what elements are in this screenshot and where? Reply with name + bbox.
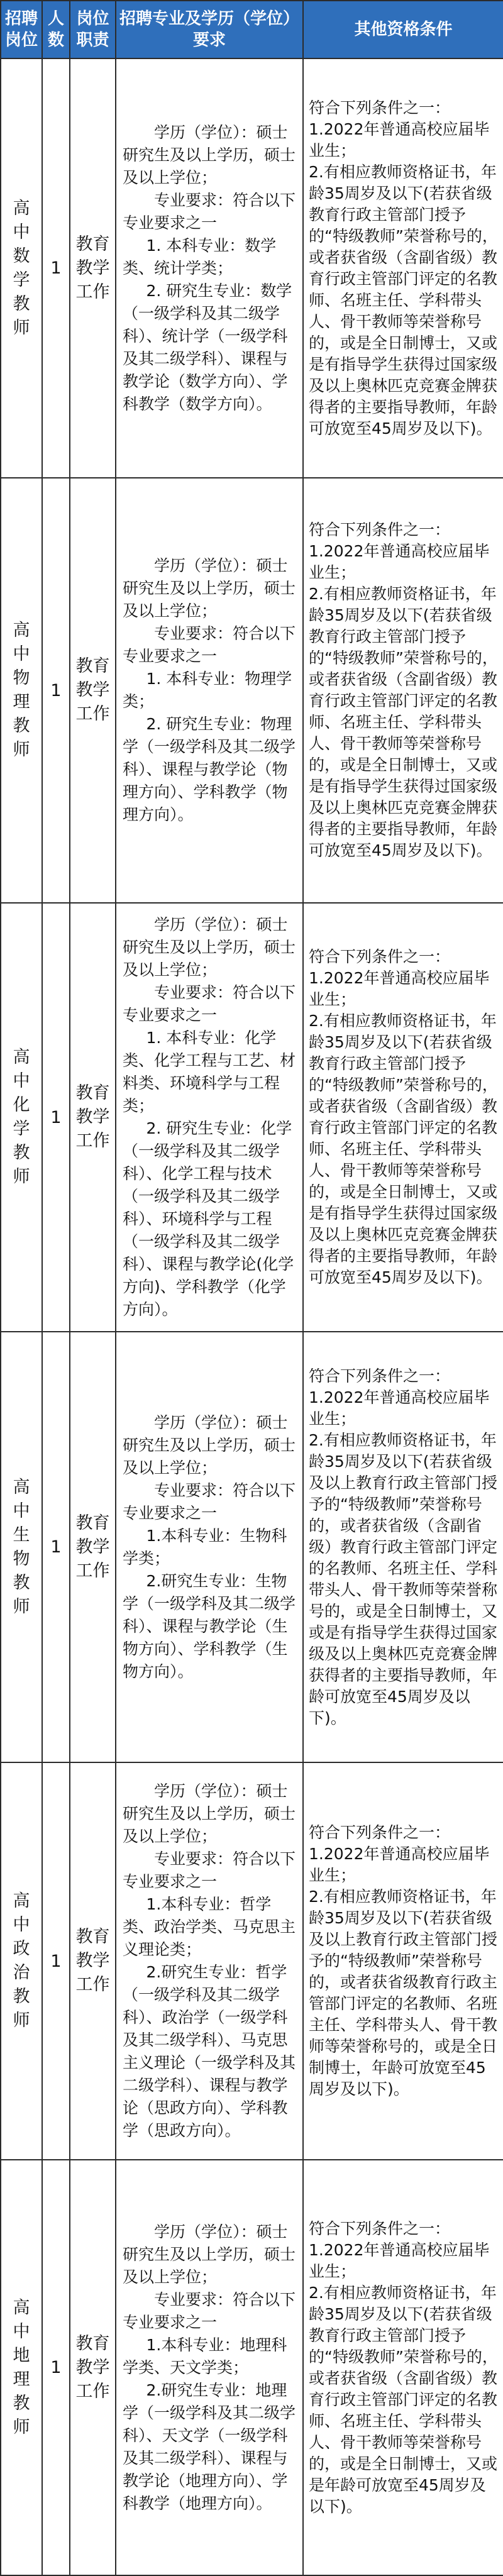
- other-cell: [303, 1762, 503, 2160]
- post-name: 高中数学教师: [1, 58, 42, 478]
- other-line: 1.2022年普通高校应届毕业生；: [309, 1388, 490, 1428]
- requirement-cell: [116, 903, 303, 1332]
- requirement-line: 专业要求：符合以下专业要求之一: [123, 191, 296, 232]
- other-line: 1.2022年普通高校应届毕业生；: [309, 969, 490, 1009]
- requirement-cell: [116, 478, 303, 903]
- requirement-line: 1.本科专业：生物科学类；: [123, 1526, 287, 1567]
- requirement-line: 2.研究生专业：地理学（一级学科及其二级学科）、天文学（一级学科及其二级学科）、课程与教学论（地理方向）、学科教学（地理方向）。: [123, 2380, 296, 2512]
- other-line: 符合下列条件之一：: [309, 948, 451, 966]
- table-row: [1, 1762, 503, 2160]
- requirement-line: 学历（学位）：硕士研究生及以上学历，硕士及以上学位；: [123, 1413, 296, 1477]
- requirement-line: 2. 研究生专业：数学（一级学科及其二级学科）、统计学（一级学科及其二级学科）、课程与教学论（数学方向）、学科教学（数学方向）。: [123, 281, 292, 413]
- requirement-cell: [116, 1332, 303, 1762]
- post-duty: 教育教学工作: [70, 1332, 116, 1762]
- requirement-line: 专业要求：符合以下专业要求之一: [123, 983, 296, 1024]
- requirement-line: 2. 研究生专业：物理学（一级学科及其二级学科）、课程与教学论（物理方向）、学科教学（物理方向）。: [123, 715, 296, 824]
- post-count: 1: [42, 1762, 70, 2160]
- other-line: 2.有相应教师资格证书，年龄35周岁及以下(若获省级教育行政主管部门授予的“特级教师”荣誉称号的，或者获省级（含副省级）教育行政主管部门评定的名教师、名班主任、学科带头人、骨干教师等荣誉称号的，或是全日制博士，又或是有指导学生获得过国家级及以上奥林匹克竞赛金牌获得者的主要指导教师，年龄可放宽至45周岁及以下)。: [309, 585, 498, 860]
- post-name: 高中物理教师: [1, 478, 42, 903]
- other-line: 2.有相应教师资格证书，年龄35周岁及以下(若获省级教育行政主管部门授予的“特级教师”荣誉称号的，或者获省级（含副省级）教育行政主管部门评定的名教师、名班主任、学科带头人、骨干教师等荣誉称号的，或是全日制博士，又或是有指导学生获得过国家级及以上奥林匹克竞赛金牌获得者的主要指导教师，年龄可放宽至45周岁及以下)。: [309, 162, 498, 438]
- requirement-line: 1. 本科专业：数学类、统计学类；: [123, 236, 277, 277]
- requirement-line: 学历（学位）：硕士研究生及以上学历，硕士及以上学位；: [123, 1782, 296, 1845]
- requirement-line: 专业要求：符合以下专业要求之一: [123, 2290, 296, 2331]
- other-line: 符合下列条件之一：: [309, 521, 451, 539]
- post-count: 1: [42, 1332, 70, 1762]
- requirement-line: 专业要求：符合以下专业要求之一: [123, 624, 296, 665]
- requirement-line: 1.本科专业：地理科学类、天文学类；: [123, 2335, 287, 2377]
- requirement-line: 2.研究生专业：哲学（一级学科及其二级学科）、政治学（一级学科及其二级学科）、马克思主义理论（一级学科及其二级学科）、课程与教学论（思政方向）、学科教学（思政方向）。: [123, 1963, 296, 2140]
- requirement-line: 学历（学位）：硕士研究生及以上学历，硕士及以上学位；: [123, 123, 296, 187]
- header-row: [1, 1, 503, 58]
- other-line: 符合下列条件之一：: [309, 2219, 451, 2238]
- requirement-line: 2. 研究生专业：化学（一级学科及其二级学科）、化学工程与技术（一级学科及其二级学科）、环境科学与工程（一级学科及其二级学科）、课程与教学论(化学方向)、学科教学（化学方向）。: [123, 1119, 294, 1318]
- other-cell: [303, 2160, 503, 2575]
- table-row: [1, 2160, 503, 2575]
- post-duty: 教育教学工作: [70, 2160, 116, 2575]
- post-name: 高中政治教师: [1, 1762, 42, 2160]
- post-count: 1: [42, 903, 70, 1332]
- other-line: 2.有相应教师资格证书，年龄35周岁及以下(若获省级教育行政主管部门授予的“特级教师”荣誉称号的，或者获省级（含副省级）教育行政主管部门评定的名教师、名班主任、学科带头人、骨干教师等荣誉称号的，或是全日制博士，又或是年龄可放宽至45周岁及以下)。: [309, 2283, 498, 2516]
- header-post: 招聘岗位: [1, 1, 42, 58]
- post-name: 高中生物教师: [1, 1332, 42, 1762]
- post-duty: 教育教学工作: [70, 58, 116, 478]
- other-line: 1.2022年普通高校应届毕业生；: [309, 1845, 490, 1884]
- requirement-line: 1. 本科专业：化学类、化学工程与工艺、材料类、环境科学与工程类；: [123, 1029, 296, 1115]
- post-duty: 教育教学工作: [70, 903, 116, 1332]
- other-cell: [303, 58, 503, 478]
- other-line: 1.2022年普通高校应届毕业生；: [309, 2240, 490, 2280]
- other-line: 符合下列条件之一：: [309, 1366, 451, 1385]
- post-count: 1: [42, 478, 70, 903]
- other-cell: [303, 1332, 503, 1762]
- header-duty: 岗位职责: [70, 1, 116, 58]
- table-row: [1, 1332, 503, 1762]
- other-line: 1.2022年普通高校应届毕业生；: [309, 119, 490, 160]
- other-line: 符合下列条件之一：: [309, 1823, 451, 1842]
- requirement-line: 2.研究生专业：生物学（一级学科及其二级学科）、课程与教学论（生物方向）、学科教学（生物方向）。: [123, 1571, 296, 1681]
- other-line: 2.有相应教师资格证书，年龄35周岁及以下(若获省级及以上教育行政主管部门授予的“特级教师”荣誉称号的，或者获省级（含副省级）教育行政主管部门评定的名教师、名班主任、学科带头人、骨干教师等荣誉称号的，或是全日制博士，又或是有指导学生获得过国家级及以上奥林匹克竞赛金牌获得者的主要指导教师，年龄可放宽至45周岁及以下)。: [309, 1430, 498, 1727]
- requirement-line: 学历（学位）：硕士研究生及以上学历，硕士及以上学位；: [123, 915, 296, 979]
- other-line: 2.有相应教师资格证书，年龄35周岁及以下(若获省级及以上教育行政主管部门授予的“特级教师”荣誉称号的，或者获省级教育行政主管部门评定的名教师、名班主任、学科带头人、骨干教师等荣誉称号的，或是全日制博士，年龄可放宽至45周岁及以下)。: [309, 1888, 498, 2098]
- header-count: 人数: [42, 1, 70, 58]
- post-duty: 教育教学工作: [70, 478, 116, 903]
- table-row: [1, 478, 503, 903]
- other-cell: [303, 903, 503, 1332]
- requirement-line: 学历（学位）：硕士研究生及以上学历，硕士及以上学位；: [123, 2222, 296, 2286]
- requirement-cell: [116, 1762, 303, 2160]
- post-name: 高中化学教师: [1, 903, 42, 1332]
- header-requirement: 招聘专业及学历（学位）要求: [116, 1, 303, 58]
- table-row: [1, 903, 503, 1332]
- requirement-line: 专业要求：符合以下专业要求之一: [123, 1481, 296, 1522]
- table-row: [1, 58, 503, 478]
- other-cell: [303, 478, 503, 903]
- post-count: 1: [42, 58, 70, 478]
- header-other: 其他资格条件: [303, 1, 503, 58]
- requirement-line: 专业要求：符合以下专业要求之一: [123, 1850, 296, 1891]
- post-duty: 教育教学工作: [70, 1762, 116, 2160]
- requirement-cell: [116, 2160, 303, 2575]
- other-line: 符合下列条件之一：: [309, 98, 451, 117]
- other-line: 1.2022年普通高校应届毕业生；: [309, 542, 490, 582]
- requirement-line: 1.本科专业：哲学类、政治学类、马克思主义理论类；: [123, 1895, 296, 1959]
- requirement-line: 学历（学位）：硕士研究生及以上学历，硕士及以上学位；: [123, 556, 296, 620]
- post-name: 高中地理教师: [1, 2160, 42, 2575]
- requirement-cell: [116, 58, 303, 478]
- other-line: 2.有相应教师资格证书，年龄35周岁及以下(若获省级教育行政主管部门授予的“特级教师”荣誉称号的，或者获省级（含副省级）教育行政主管部门评定的名教师、名班主任、学科带头人、骨干教师等荣誉称号的，或是全日制博士，又或是有指导学生获得过国家级及以上奥林匹克竞赛金牌获得者的主要指导教师，年龄可放宽至45周岁及以下)。: [309, 1012, 498, 1286]
- post-count: 1: [42, 2160, 70, 2575]
- requirement-line: 1. 本科专业：物理学类；: [123, 670, 292, 710]
